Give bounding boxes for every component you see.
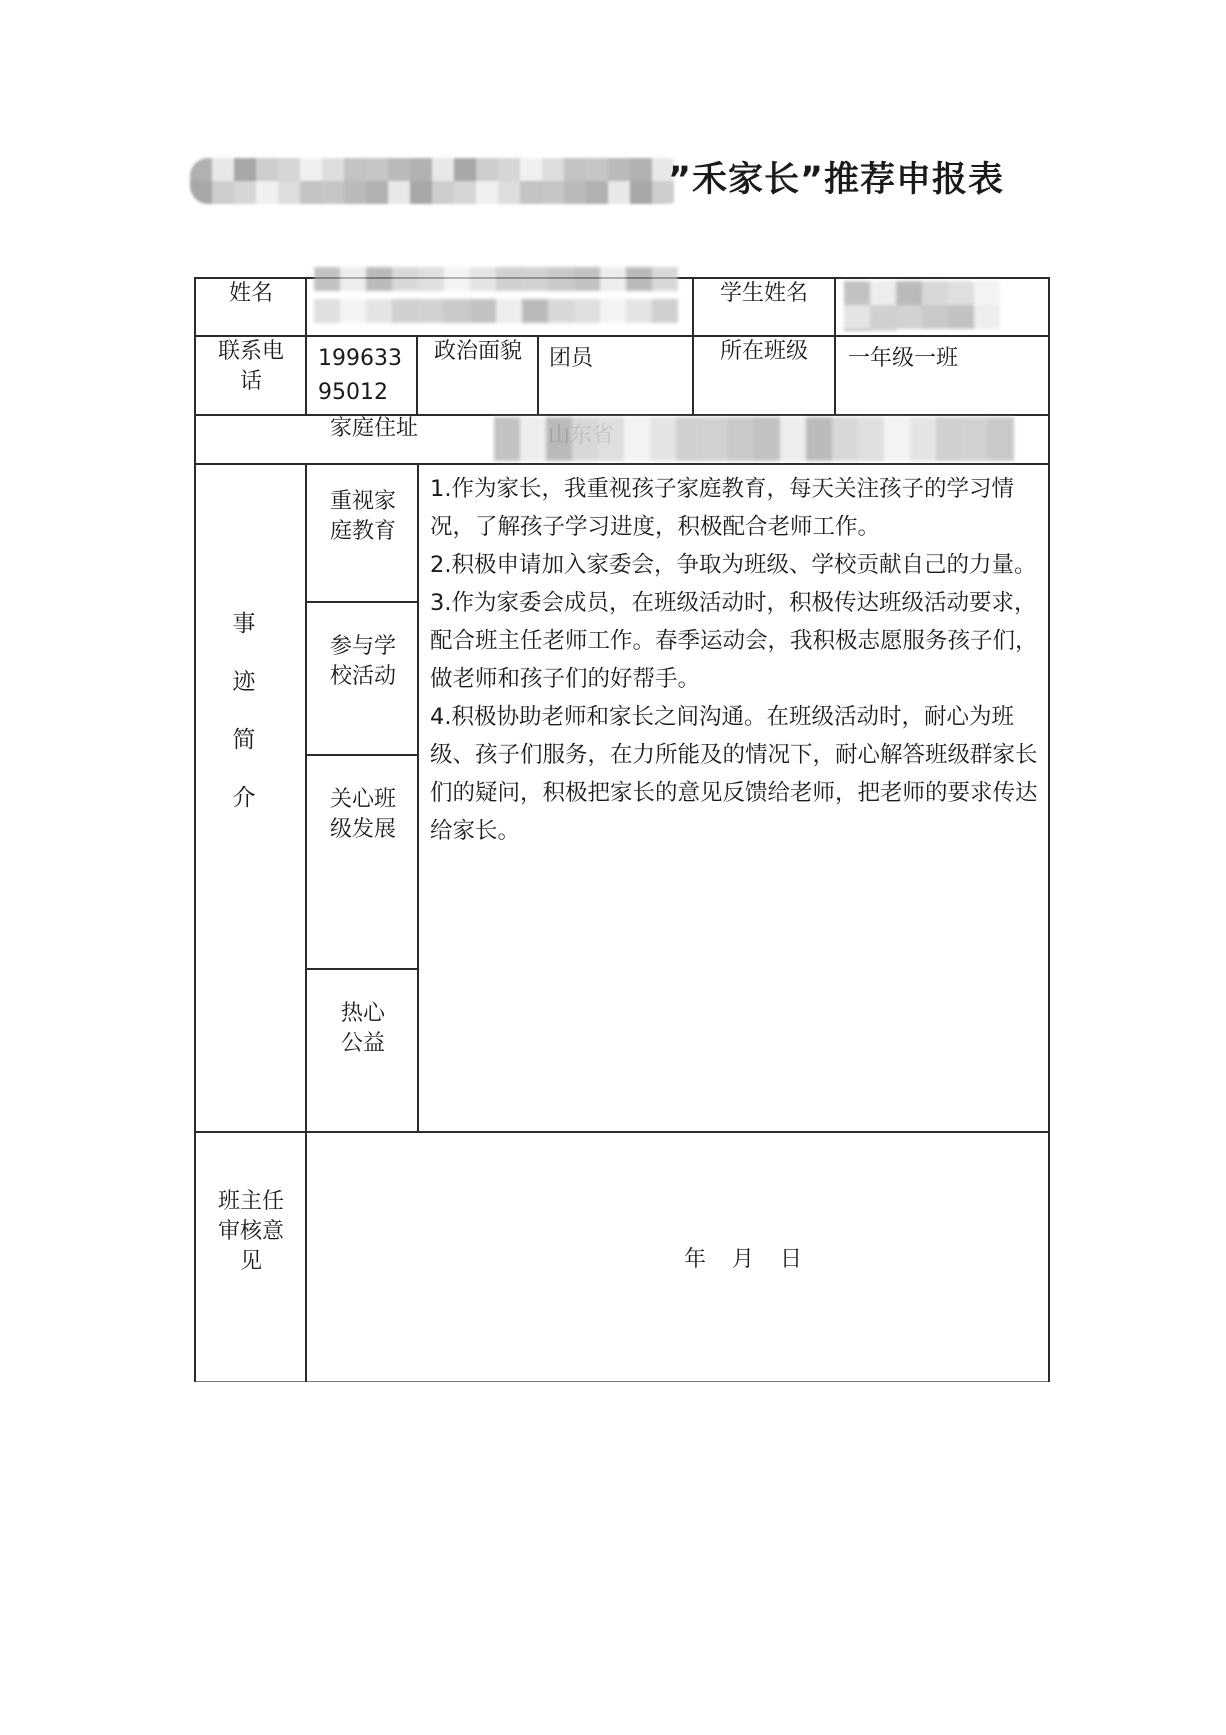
review-label-text: 班主任审核意见 <box>217 1189 284 1274</box>
table-border-bottom <box>194 1381 1050 1382</box>
title-text: ”禾家长”推荐申报表 <box>668 160 1005 200</box>
political-label: 政治面貌 <box>433 339 522 364</box>
redacted-title-mosaic <box>190 158 685 204</box>
table-border-right <box>1048 277 1050 1382</box>
row-divider <box>194 463 1050 465</box>
class-value: 一年级一班 <box>848 346 959 371</box>
redacted-student-name <box>844 281 1024 331</box>
col-divider <box>305 464 307 1382</box>
address-label: 家庭住址 <box>329 416 418 441</box>
subrow-divider <box>306 968 418 970</box>
row-divider <box>194 1131 1050 1133</box>
story-label-char: 简 <box>232 727 256 753</box>
redacted-name <box>314 267 684 331</box>
application-form-table <box>194 277 1050 1383</box>
story-paragraph: 4.积极协助老师和家长之间沟通。在班级活动时，耐心为班级、孩子们服务，在力所能及的情况下，耐心解答班级群家长们的疑问，积极把家长的意见反馈给老师，把老师的要求传达给家长。 <box>430 704 1038 844</box>
subrow-public-welfare <box>334 999 392 1059</box>
story-paragraph: 2.积极申请加入家委会，争取为班级、学校贡献自己的力量。 <box>430 552 1037 578</box>
table-border-left <box>194 277 196 1382</box>
subrow-divider <box>306 601 418 603</box>
story-paragraph: 1.作为家长，我重视孩子家庭教育，每天关注孩子的学习情况，了解孩子学习进度，积极配合老师工作。 <box>430 476 1014 540</box>
story-label-char: 迹 <box>232 669 256 695</box>
subrow-school-activities-text: 参与学校活动 <box>329 634 396 689</box>
document-title <box>190 150 1050 210</box>
date-line: 年 月 日 <box>683 1247 804 1272</box>
col-divider <box>417 464 419 1132</box>
phone-value-line2: 95012 <box>318 380 388 405</box>
subrow-school-activities <box>320 632 406 692</box>
redacted-address <box>494 417 1034 461</box>
subrow-divider <box>306 754 418 756</box>
story-paragraph: 3.作为家委会成员，在班级活动时，积极传达班级活动要求，配合班主任老师工作。春季运动会，我积极志愿服务孩子们，做老师和孩子们的好帮手。 <box>430 590 1038 692</box>
phone-value-line1: 199633 <box>318 346 402 371</box>
story-text <box>430 470 1040 850</box>
story-label-char: 事 <box>232 611 256 637</box>
review-label <box>208 1187 294 1277</box>
political-value: 团员 <box>549 346 594 371</box>
col-divider <box>834 277 836 415</box>
story-label-char: 介 <box>232 785 256 811</box>
subrow-class-development-text: 关心班级发展 <box>329 787 396 842</box>
story-label <box>214 595 274 827</box>
name-label: 姓名 <box>228 281 273 306</box>
row-divider <box>194 335 1050 337</box>
phone-value <box>318 344 414 408</box>
subrow-family-education-text: 重视家庭教育 <box>329 489 396 544</box>
subrow-family-education <box>320 487 406 547</box>
subrow-class-development <box>320 785 406 845</box>
phone-label <box>208 337 294 397</box>
class-label: 所在班级 <box>719 339 808 364</box>
student-name-label: 学生姓名 <box>719 281 808 306</box>
phone-label-text: 联系电话 <box>217 339 284 394</box>
subrow-public-welfare-text: 热心公益 <box>340 1001 385 1056</box>
